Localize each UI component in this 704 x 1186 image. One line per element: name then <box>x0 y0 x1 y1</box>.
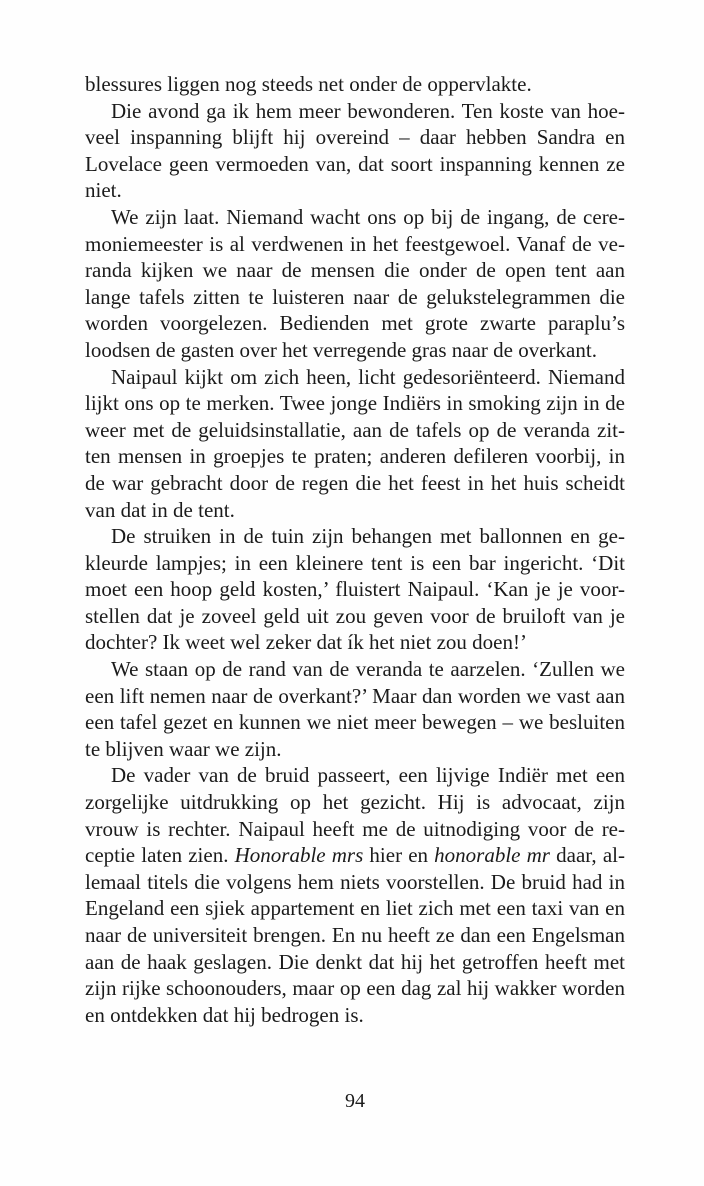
text-line: kleurde lampjes; in een kleinere tent is een bar ingericht. ‘Dit <box>85 550 625 575</box>
text-line: moniemeester is al verdwenen in het feestgewoel. Vanaf de ve- <box>85 231 625 256</box>
text-line: De vader van de bruid passeert, een lijvige Indiër met een <box>111 763 625 788</box>
text-line: veel inspanning blijft hij overeind – daar hebben Sandra en <box>85 125 625 150</box>
text-line: Naipaul kijkt om zich heen, licht gedesoriënteerd. Niemand <box>111 364 625 389</box>
text-line: weer met de geluidsinstallatie, aan de tafels op de veranda zit- <box>85 417 625 442</box>
text-line: een lift nemen naar de overkant?’ Maar dan worden we vast aan <box>85 683 625 708</box>
text-line: naar de universiteit brengen. En nu heeft ze dan een Engelsman <box>85 923 625 947</box>
text-line: te blijven waar we zijn. <box>85 736 282 761</box>
text-line: de war gebracht door de regen die het feest in het huis scheidt <box>85 470 625 495</box>
text-line: niet. <box>85 178 122 203</box>
paragraph <box>85 204 625 364</box>
text-line: en ontdekken dat hij bedrogen is. <box>85 1002 364 1027</box>
text-line: We staan op de rand van de veranda te aarzelen. ‘Zullen we <box>111 657 625 682</box>
paragraph <box>85 364 625 524</box>
text-line: We zijn laat. Niemand wacht ons op bij de ingang, de cere- <box>111 204 625 229</box>
text-line: ceptie laten zien. Honorable mrs hier en honorable mr daar, al- <box>85 843 625 868</box>
text-line: De struiken in de tuin zijn behangen met ballonnen en ge- <box>111 524 625 549</box>
text-line: zijn rijke schoonouders, maar op een dag zal hij wakker worden <box>85 976 625 1001</box>
text-line: blessures liggen nog steeds net onder de oppervlakte. <box>85 72 532 96</box>
text-line: lijkt ons op te merken. Twee jonge Indiërs in smoking zijn in de <box>85 391 625 416</box>
text-line: worden voorgelezen. Bedienden met grote zwarte paraplu’s <box>85 311 625 336</box>
paragraph <box>85 656 625 762</box>
paragraph <box>85 71 625 98</box>
text-line: lange tafels zitten te luisteren naar de gelukstelegrammen die <box>85 284 625 309</box>
paragraph <box>85 98 625 204</box>
text-line: lemaal titels die volgens hem niets voorstellen. De bruid had in <box>85 869 625 894</box>
text-line: Lovelace geen vermoeden van, dat soort inspanning kennen ze <box>85 151 625 176</box>
page-number: 94 <box>345 1090 365 1112</box>
text-line: randa kijken we naar de mensen die onder de open tent aan <box>85 258 625 283</box>
text-line: aan de haak geslagen. Die denkt dat hij het getroffen heeft met <box>85 949 625 974</box>
text-line: ten mensen in groepjes te praten; anderen defileren voorbij, in <box>85 444 625 469</box>
text-line: Engeland een sjiek appartement en liet zich met een taxi van en <box>85 896 625 921</box>
text-line: moet een hoop geld kosten,’ fluistert Naipaul. ‘Kan je je voor- <box>85 577 625 602</box>
text-line: Die avond ga ik hem meer bewonderen. Ten koste van hoe- <box>111 98 625 123</box>
text-line: vrouw is rechter. Naipaul heeft me de uitnodiging voor de re- <box>85 816 625 841</box>
text-line: stellen dat je zoveel geld uit zou geven voor de bruiloft van je <box>85 603 625 628</box>
text-line: een tafel gezet en kunnen we niet meer bewegen – we besluiten <box>85 710 625 735</box>
text-line: zorgelijke uitdrukking op het gezicht. Hij is advocaat, zijn <box>85 790 625 815</box>
text-block <box>85 71 625 1028</box>
paragraph <box>85 523 625 656</box>
text-line: van dat in de tent. <box>85 497 235 522</box>
paragraph <box>85 762 625 1028</box>
text-line: loodsen de gasten over het verregende gras naar de overkant. <box>85 337 597 362</box>
text-line: dochter? Ik weet wel zeker dat ík het niet zou doen!’ <box>85 630 527 655</box>
